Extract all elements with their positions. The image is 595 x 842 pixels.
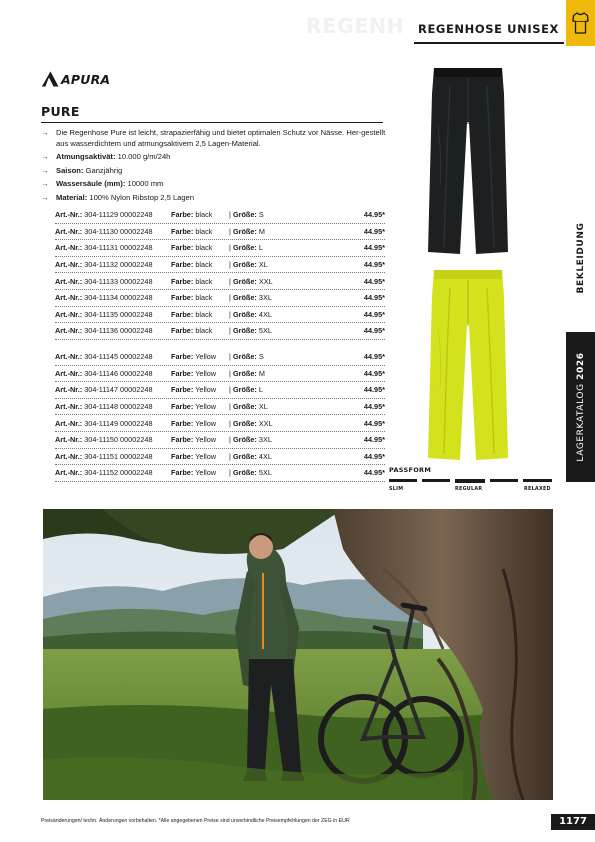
- title-divider: [41, 122, 383, 123]
- article-color: Farbe: Yellow: [171, 468, 217, 478]
- fit-segment-relaxed: [523, 479, 552, 482]
- article-color: Farbe: Yellow: [171, 368, 217, 378]
- fit-label-slim: SLIM: [389, 487, 404, 492]
- page-title: REGENHOSE UNISEX: [414, 15, 564, 43]
- apura-logo-icon: [41, 71, 59, 87]
- article-size: | Größe: S: [229, 210, 264, 220]
- article-price: 44.95*: [363, 468, 385, 478]
- article-size: | Größe: 5XL: [229, 468, 272, 478]
- feature-description: → Die Regenhose Pure ist leicht, strapazierfähig und bietet optimalen Schutz vor Nässe. Her-gestellt aus wasserdichtem und atmungsaktivem 2,5 Lagen-Material.: [41, 128, 386, 148]
- article-price: 44.95*: [363, 435, 385, 445]
- article-number: Art.-Nr.: 304-11130 00002248: [55, 226, 153, 236]
- product-title: PURE: [41, 104, 80, 119]
- article-size: | Größe: XXL: [229, 418, 273, 428]
- article-price: 44.95*: [363, 226, 385, 236]
- article-price: 44.95*: [363, 276, 385, 286]
- article-price: 44.95*: [363, 293, 385, 303]
- fit-segment-regular-relaxed: [490, 479, 518, 482]
- article-number: Art.-Nr.: 304-11149 00002248: [55, 418, 153, 428]
- article-size: | Größe: XL: [229, 260, 268, 270]
- article-color: Farbe: Yellow: [171, 402, 217, 412]
- article-color: Farbe: black: [171, 226, 213, 236]
- article-price: 44.95*: [363, 243, 385, 253]
- article-size: | Größe: XL: [229, 402, 268, 412]
- table-row: [55, 449, 385, 466]
- fit-scale: [389, 479, 552, 484]
- fit-segment-slim-regular: [422, 479, 450, 482]
- article-price: 44.95*: [363, 210, 385, 220]
- article-number: Art.-Nr.: 304-11147 00002248: [55, 385, 153, 395]
- article-color: Farbe: black: [171, 243, 213, 253]
- article-color: Farbe: Yellow: [171, 435, 217, 445]
- article-color: Farbe: black: [171, 326, 213, 336]
- fit-label-regular: REGULAR: [455, 487, 483, 492]
- table-row: [55, 382, 385, 399]
- arrow-right-icon: →: [41, 179, 49, 189]
- header-ghost-title: REGENH: [306, 14, 405, 38]
- jersey-icon: [572, 12, 589, 34]
- article-price: 44.95*: [363, 309, 385, 319]
- arrow-right-icon: →: [41, 192, 49, 202]
- article-size: | Größe: 4XL: [229, 451, 272, 461]
- article-price: 44.95*: [363, 418, 385, 428]
- article-number: Art.-Nr.: 304-11132 00002248: [55, 260, 153, 270]
- article-color: Farbe: Yellow: [171, 418, 217, 428]
- article-table-black: [55, 207, 385, 340]
- feature-list: [41, 128, 387, 207]
- yellow-pants-image: [424, 268, 512, 464]
- article-number: Art.-Nr.: 304-11152 00002248: [55, 468, 153, 478]
- article-color: Farbe: Yellow: [171, 451, 217, 461]
- article-price: 44.95*: [363, 260, 385, 270]
- table-row: [55, 290, 385, 307]
- article-table-yellow: [55, 349, 385, 482]
- page-number: 1177: [551, 814, 595, 830]
- article-size: | Größe: L: [229, 243, 263, 253]
- feature-material: → Material: 100% Nylon Ribstop 2,5 Lagen: [41, 192, 195, 202]
- fit-label-relaxed: RELAXED: [524, 487, 551, 492]
- article-size: | Größe: XXL: [229, 276, 273, 286]
- article-number: Art.-Nr.: 304-11145 00002248: [55, 352, 153, 362]
- lifestyle-photo: [43, 509, 553, 800]
- table-row: [55, 257, 385, 274]
- article-color: Farbe: Yellow: [171, 385, 217, 395]
- arrow-right-icon: →: [41, 165, 49, 175]
- table-row: [55, 465, 385, 482]
- table-row: [55, 415, 385, 432]
- table-row: [55, 323, 385, 340]
- article-price: 44.95*: [363, 368, 385, 378]
- fit-segment-slim: [389, 479, 417, 482]
- article-color: Farbe: black: [171, 309, 213, 319]
- article-color: Farbe: black: [171, 210, 213, 220]
- article-color: Farbe: black: [171, 293, 213, 303]
- fit-labels: [389, 487, 552, 497]
- article-number: Art.-Nr.: 304-11136 00002248: [55, 326, 153, 336]
- brand-logo: [41, 71, 110, 87]
- sidebar-category-label: BEKLEIDUNG: [576, 222, 586, 294]
- fit-indicator: [389, 466, 552, 497]
- table-row: [55, 307, 385, 324]
- article-number: Art.-Nr.: 304-11131 00002248: [55, 243, 153, 253]
- article-number: Art.-Nr.: 304-11133 00002248: [55, 276, 153, 286]
- article-price: 44.95*: [363, 352, 385, 362]
- article-color: Farbe: black: [171, 276, 213, 286]
- table-row: [55, 240, 385, 257]
- table-row: [55, 432, 385, 449]
- article-color: Farbe: black: [171, 260, 213, 270]
- table-row: [55, 349, 385, 366]
- article-size: | Größe: S: [229, 352, 264, 362]
- table-row: [55, 273, 385, 290]
- footer-disclaimer: Preisänderungen/ techn. Änderungen vorbehalten. *Alle angegebenen Preise sind unverbindliche Preisempfehlungen der ZEG in EUR: [41, 818, 350, 824]
- article-price: 44.95*: [363, 451, 385, 461]
- article-number: Art.-Nr.: 304-11150 00002248: [55, 435, 153, 445]
- article-number: Art.-Nr.: 304-11129 00002248: [55, 210, 153, 220]
- article-size: | Größe: 3XL: [229, 293, 272, 303]
- article-size: | Größe: 4XL: [229, 309, 272, 319]
- category-tab: [566, 0, 595, 46]
- black-pants-image: [424, 66, 512, 258]
- article-size: | Größe: 3XL: [229, 435, 272, 445]
- article-price: 44.95*: [363, 402, 385, 412]
- article-size: | Größe: L: [229, 385, 263, 395]
- brand-name: APURA: [61, 71, 111, 87]
- arrow-right-icon: →: [41, 128, 49, 137]
- article-number: Art.-Nr.: 304-11151 00002248: [55, 451, 153, 461]
- feature-water-column: → Wassersäule (mm): 10000 mm: [41, 179, 164, 189]
- article-size: | Größe: M: [229, 368, 265, 378]
- sidebar-catalog-label: LAGERKATALOG 2026: [576, 352, 586, 462]
- article-number: Art.-Nr.: 304-11134 00002248: [55, 293, 153, 303]
- fit-segment-regular: [455, 479, 485, 483]
- feature-season: → Saison: Ganzjährig: [41, 165, 123, 175]
- header-divider: [414, 42, 564, 44]
- table-row: [55, 366, 385, 383]
- article-size: | Größe: 5XL: [229, 326, 272, 336]
- fit-title: PASSFORM: [389, 466, 432, 474]
- article-color: Farbe: Yellow: [171, 352, 217, 362]
- article-price: 44.95*: [363, 326, 385, 336]
- article-number: Art.-Nr.: 304-11135 00002248: [55, 309, 153, 319]
- feature-breathability: → Atmungsaktivät: 10.000 g/m/24h: [41, 152, 171, 162]
- article-price: 44.95*: [363, 385, 385, 395]
- table-row: [55, 224, 385, 241]
- arrow-right-icon: →: [41, 152, 49, 162]
- article-number: Art.-Nr.: 304-11148 00002248: [55, 402, 153, 412]
- table-row: [55, 207, 385, 224]
- table-row: [55, 399, 385, 416]
- article-size: | Größe: M: [229, 226, 265, 236]
- article-number: Art.-Nr.: 304-11146 00002248: [55, 368, 153, 378]
